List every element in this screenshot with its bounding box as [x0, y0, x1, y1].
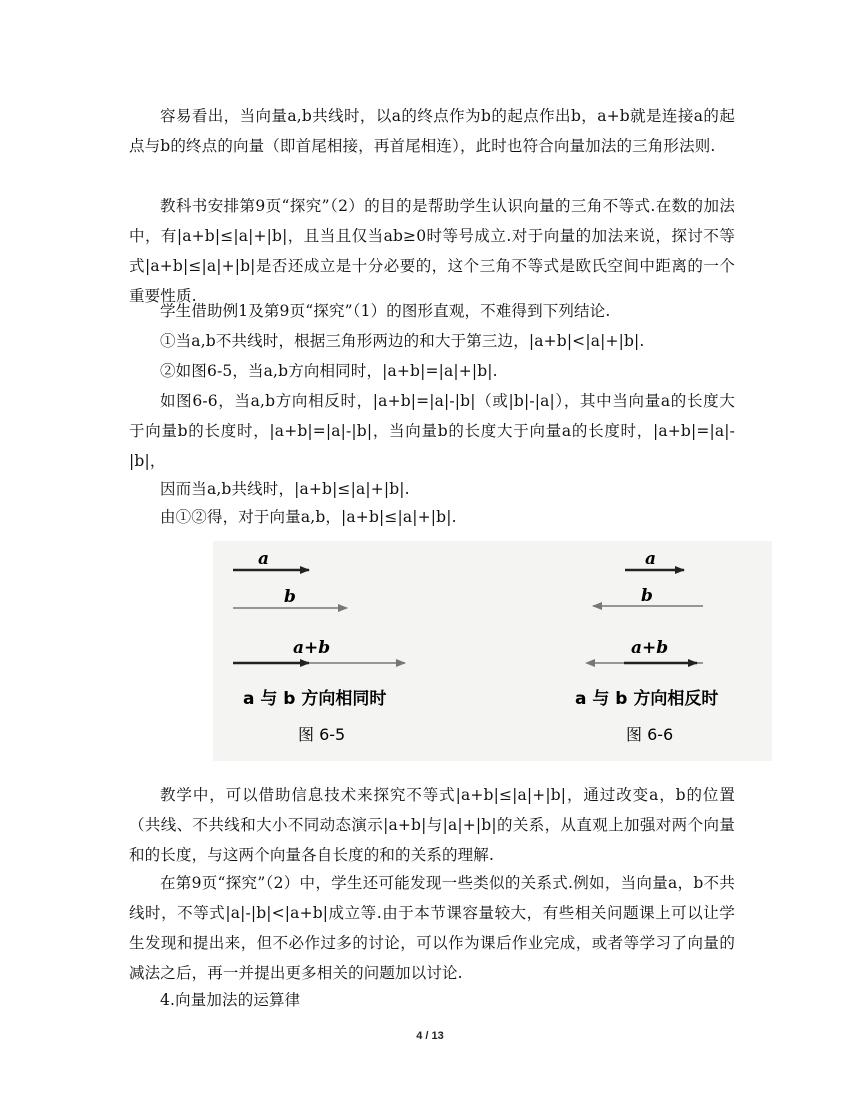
caption-opposite-direction: a 与 b 方向相反时 — [575, 689, 719, 709]
paragraph-collinear-result: 因而当a,b共线时，|a+b|≤|a|+|b|. — [160, 480, 410, 498]
vector-b-label: b — [284, 587, 296, 607]
vector-sum-label: a+b — [293, 638, 331, 658]
paragraph-case-1: ①当a,b不共线时，根据三角形两边的和大于第三边，|a+b|<|a|+|b|. — [160, 332, 645, 350]
vector-diagram — [213, 541, 772, 761]
vector-a-label-right: a — [645, 549, 657, 569]
paragraph-teaching-tech: 教学中，可以借助信息技术来探究不等式|a+b|≤|a|+|b|，通过改变a，b的位置（共线、不共线和大小不同动态演示|a+b|与|a|+|b|的关系，从直观上加强对两个向量和的长度，与这两个向量各自长度的和的关系的理解. — [129, 786, 735, 864]
paragraph-final-result: 由①②得，对于向量a,b，|a+b|≤|a|+|b|. — [160, 508, 457, 526]
section-heading-laws: 4.向量加法的运算律 — [160, 991, 301, 1009]
vector-figure — [213, 541, 772, 761]
vector-a-label: a — [258, 549, 270, 569]
paragraph-exploration-2: 在第9页“探究”（2）中，学生还可能发现一些类似的关系式.例如，当向量a，b不共线时，不等式|a|-|b|<|a+b|成立等.由于本节课容量较大，有些相关问题课上可以让学生发现和提出来，但不必作过多的讨论，可以作为课后作业完成，或者等学习了向量的减法之后，再一并提出更多相关的问题加以讨论. — [129, 874, 735, 982]
paragraph-conclusion-intro: 学生借助例1及第9页“探究”（1）的图形直观，不难得到下列结论. — [160, 302, 611, 320]
paragraph-opposite-direction: 如图6-6，当a,b方向相反时，|a+b|=|a|-|b|（或|b|-|a|），其中当向量a的长度大于向量b的长度时，|a+b|=|a|-|b|，当向量b的长度大于向量a的长度时，|a+b|=|a|-|b|， — [129, 392, 735, 470]
figure-label-6-6: 图 6-6 — [626, 725, 674, 744]
paragraph-collinear-addition: 容易看出，当向量a,b共线时，以a的终点作为b的起点作出b，a+b就是连接a的起点与b的终点的向量（即首尾相接，再首尾相连），此时也符合向量加法的三角形法则. — [129, 107, 735, 155]
paragraph-case-2: ②如图6-5，当a,b方向相同时，|a+b|=|a|+|b|. — [160, 362, 498, 380]
caption-same-direction: a 与 b 方向相同时 — [243, 689, 387, 709]
vector-b-label-right: b — [641, 586, 653, 606]
figure-label-6-5: 图 6-5 — [298, 725, 346, 744]
paragraph-triangle-inequality: 教科书安排第9页“探究”（2）的目的是帮助学生认识向量的三角不等式.在数的加法中，有|a+b|≤|a|+|b|，且当且仅当ab≥0时等号成立.对于向量的加法来说，探讨不等式|a+b|≤|a|+|b|是否还成立是十分必要的，这个三角不等式是欧氏空间中距离的一个重要性质. — [129, 197, 735, 305]
vector-sum-label-right: a+b — [631, 638, 669, 658]
page-number: 4 / 13 — [416, 1030, 444, 1042]
